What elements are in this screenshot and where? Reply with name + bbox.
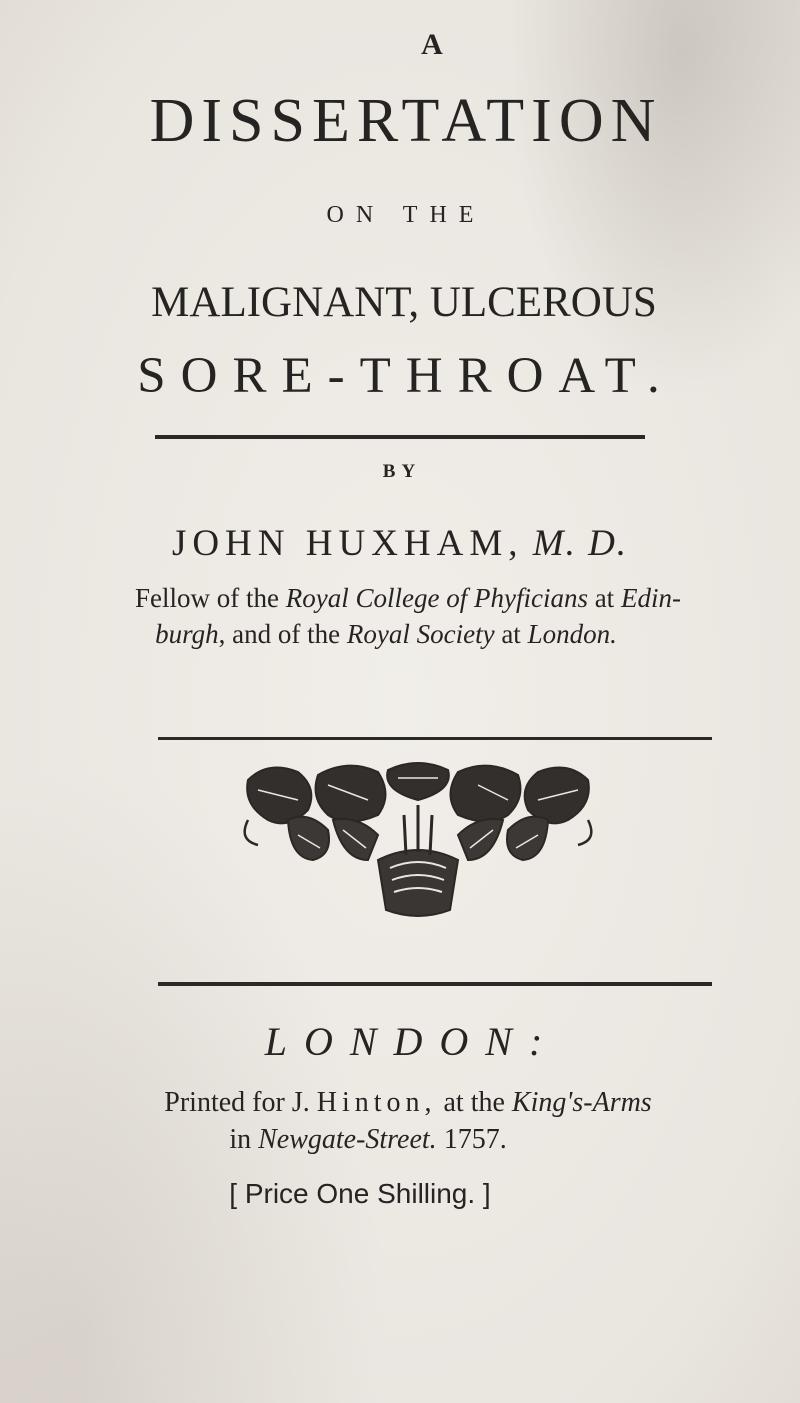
fellow-prefix: Fellow of the	[135, 583, 280, 613]
printed-for: Printed for J.	[164, 1087, 310, 1118]
subtitle-line-1: MALIGNANT, ULCEROUS	[151, 279, 657, 326]
ornament-icon	[228, 760, 608, 918]
edinburgh-part-2: burgh	[155, 619, 219, 649]
imprint-in: in	[229, 1124, 252, 1155]
author-name: JOHN HUXHAM,	[171, 523, 524, 564]
affiliation-at-2: at	[501, 619, 521, 649]
royal-society: Royal Society	[346, 619, 495, 649]
london-text: London.	[527, 619, 617, 649]
affiliation-at-1: at	[594, 583, 615, 613]
by-label: BY	[382, 461, 422, 482]
title-main: DISSERTATION	[149, 87, 663, 155]
imprint-year: 1757.	[443, 1124, 507, 1155]
title-article: A	[421, 28, 443, 61]
royal-college: Royal College of Phyficians	[285, 583, 588, 613]
imprint-place: LONDON:	[264, 1019, 560, 1064]
at-the: at the	[443, 1087, 505, 1118]
affiliation-line-2	[0, 619, 786, 650]
price-line: [ Price One Shilling. ]	[229, 1178, 491, 1209]
rule-top	[155, 435, 645, 439]
rule-bottom	[158, 982, 712, 986]
rule-middle	[158, 737, 712, 740]
subtitle-line-2: SORE-THROAT.	[137, 348, 675, 404]
author-line	[0, 522, 800, 565]
and-of-the: , and of the	[218, 619, 341, 649]
affiliation-line-1	[8, 583, 800, 614]
sign-name: King's-Arms	[511, 1087, 652, 1118]
author-degree: M. D.	[532, 523, 629, 564]
imprint-line-1	[8, 1087, 800, 1119]
imprint-line-2	[0, 1124, 768, 1156]
title-on-the: ON THE	[326, 202, 486, 228]
edinburgh-part-1: Edin-	[620, 583, 681, 613]
printer-name: Hinton,	[316, 1087, 437, 1118]
street-name: Newgate-Street.	[258, 1124, 437, 1155]
